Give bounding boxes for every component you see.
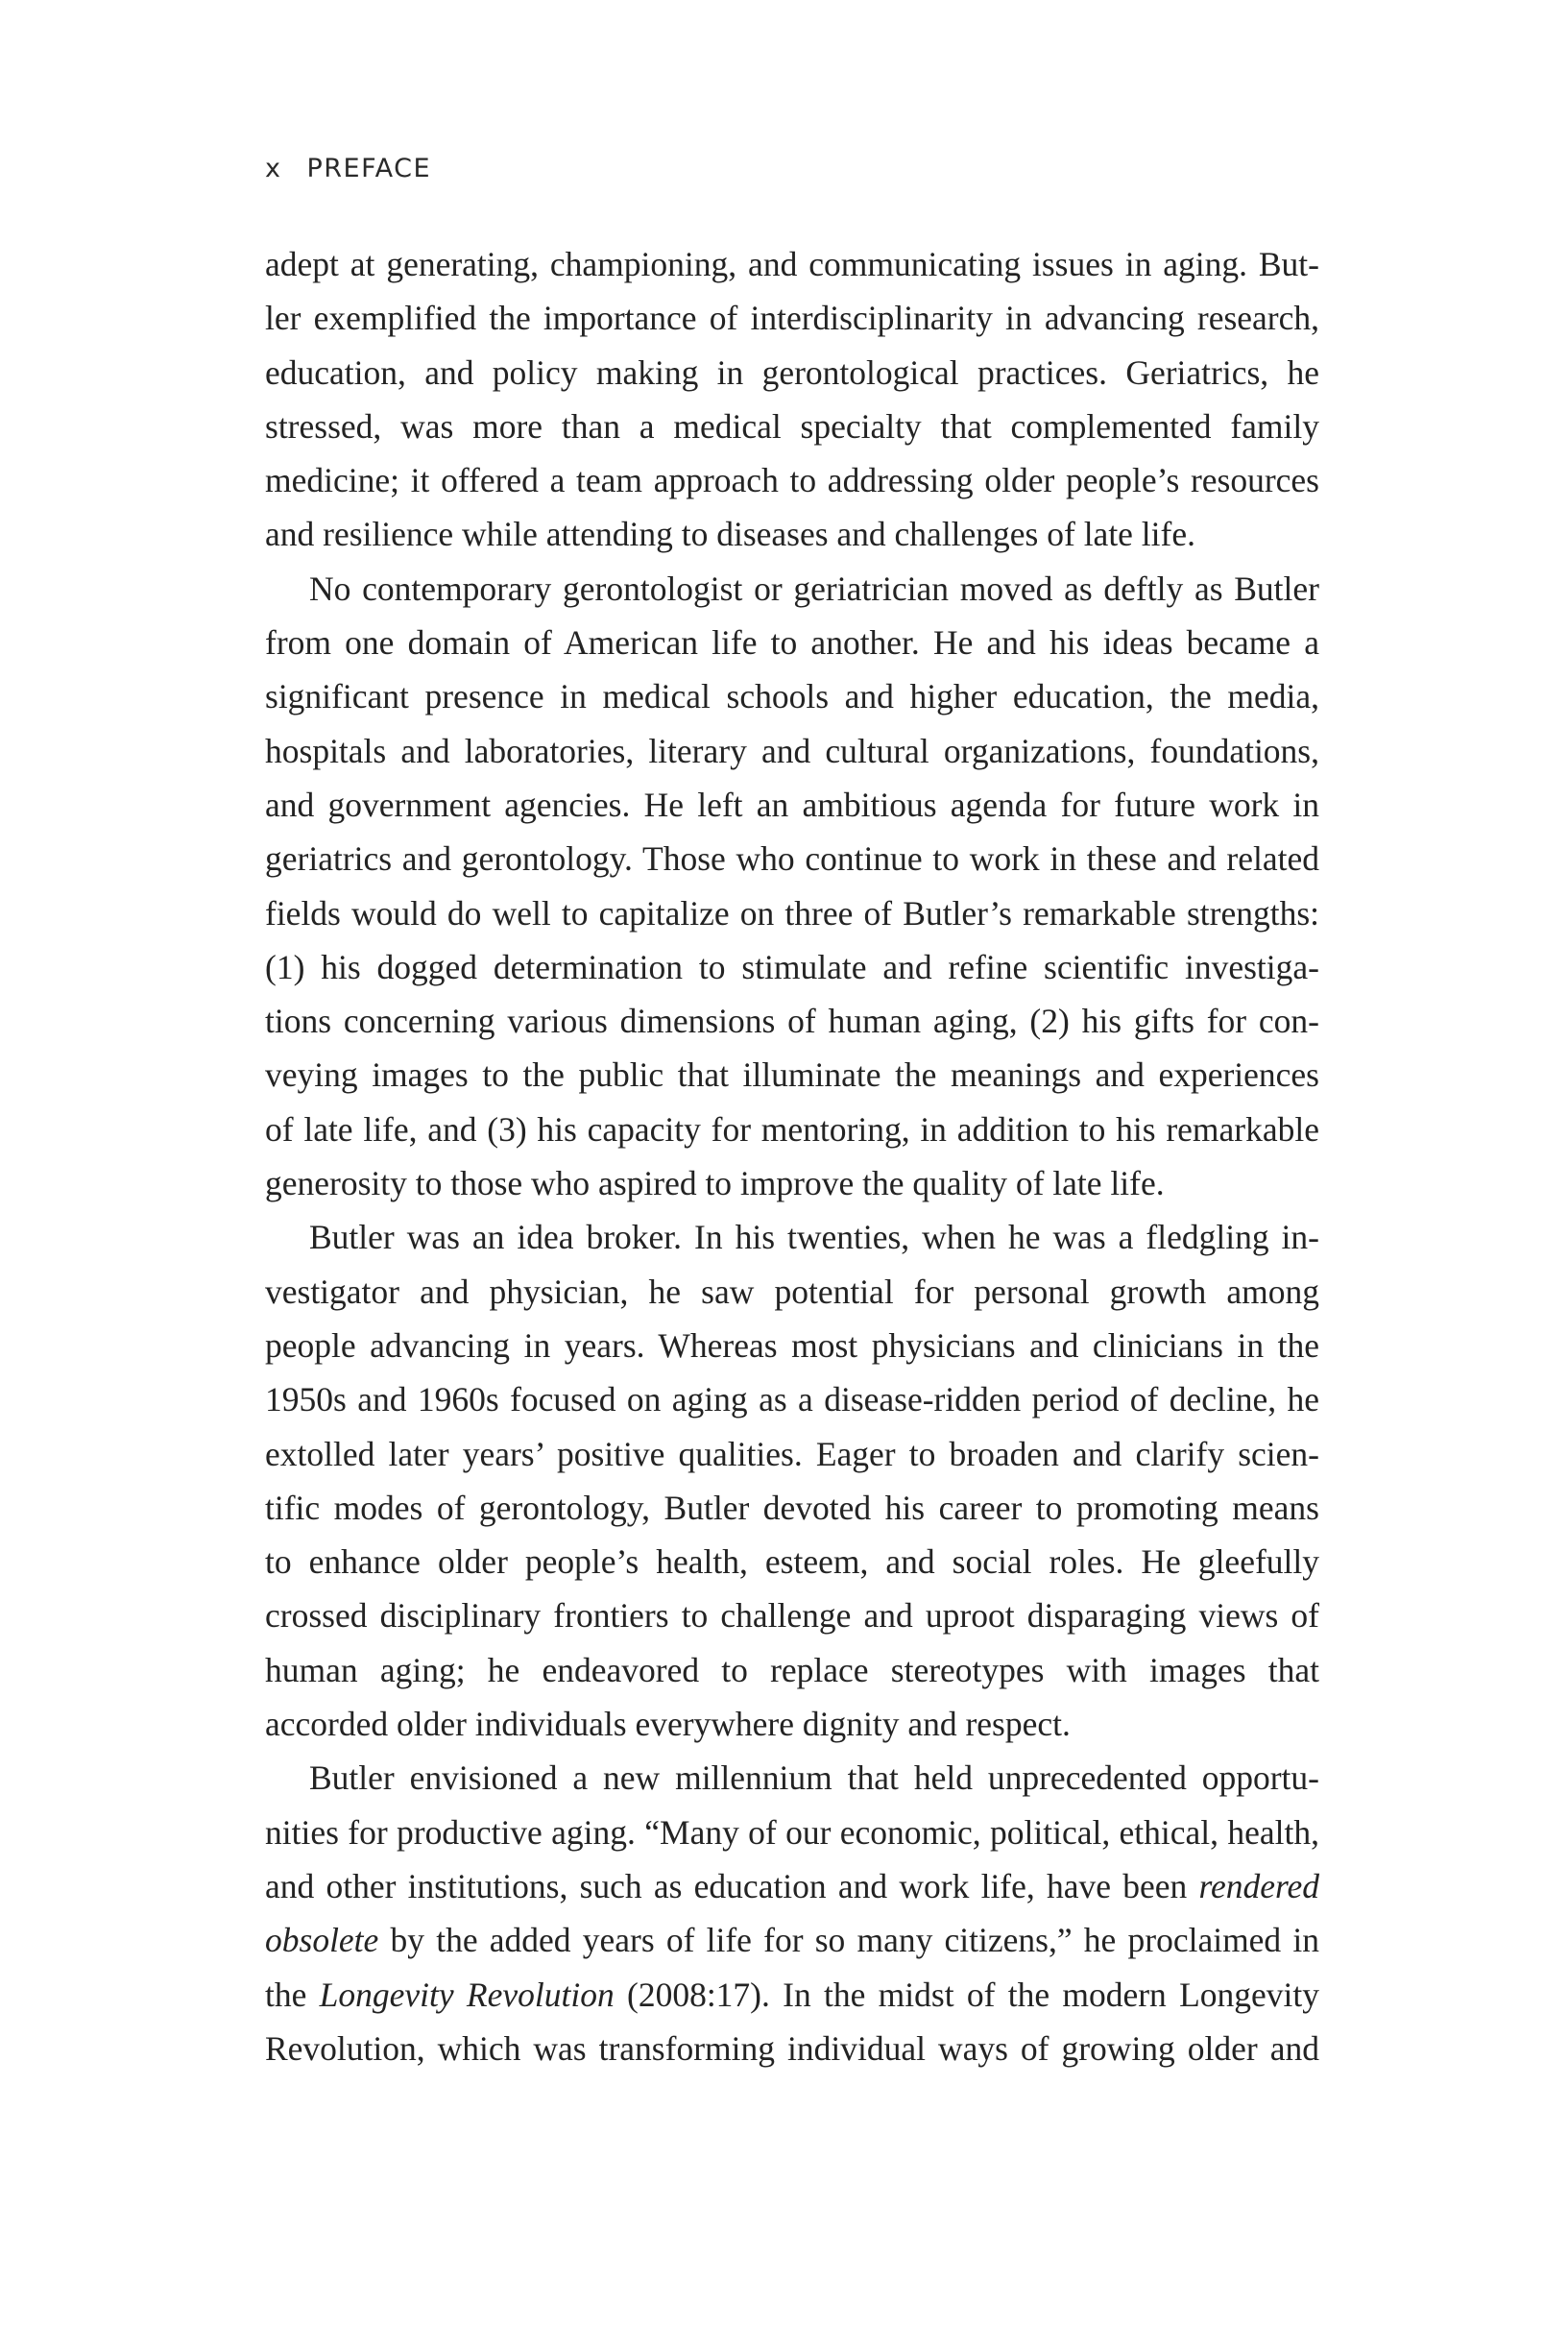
text-run: Butler was an idea broker. In his twenties, when he was a fledgling in- [309, 1218, 1319, 1257]
text-run: vestigator and physician, he saw potential for personal growth among [265, 1272, 1319, 1311]
text-line [265, 346, 1319, 400]
text-run: extolled later years’ positive qualities. Eager to broaden and clarify scien- [265, 1434, 1319, 1473]
text-run: medicine; it offered a team approach to addressing older people’s resources [265, 461, 1319, 500]
text-line [265, 778, 1319, 832]
text-run: Butler envisioned a new millennium that held unprecedented opportu- [309, 1758, 1319, 1798]
text-run: veying images to the public that illuminate the meanings and experiences [265, 1055, 1319, 1095]
text-run: (1) his dogged determination to stimulate and refine scientific investiga- [265, 947, 1319, 986]
text-run: No contemporary gerontologist or geriatrician moved as deftly as Butler [309, 569, 1319, 608]
text-line [265, 994, 1319, 1048]
text-line [265, 1319, 1319, 1372]
page-number: x [265, 154, 282, 183]
text-line [265, 1372, 1319, 1426]
text-line [265, 1859, 1319, 1913]
text-run: generosity to those who aspired to improve the quality of late life. [265, 1164, 1165, 1203]
text-line [265, 1048, 1319, 1102]
text-line [265, 1643, 1319, 1697]
text-run: to enhance older people’s health, esteem, and social roles. He gleefully [265, 1542, 1319, 1582]
text-line [265, 453, 1319, 507]
text-line [265, 1913, 1319, 1967]
paragraph [265, 562, 1319, 1211]
paragraph [265, 1210, 1319, 1751]
text-line [265, 1265, 1319, 1319]
text-line [265, 1535, 1319, 1588]
text-run: tific modes of gerontology, Butler devoted his career to promoting means [265, 1488, 1319, 1527]
text-run: from one domain of American life to another. He and his ideas became a [265, 623, 1319, 663]
text-line [265, 1751, 1319, 1805]
text-run: and resilience while attending to diseases and challenges of late life. [265, 515, 1195, 554]
text-run: people advancing in years. Whereas most physicians and clinicians in the [265, 1325, 1319, 1365]
italic-text: obsolete [265, 1921, 379, 1960]
text-run: of late life, and (3) his capacity for mentoring, in addition to his remarkable [265, 1109, 1319, 1149]
body-text [265, 237, 1319, 2075]
running-head [265, 154, 431, 183]
text-line [265, 1697, 1319, 1751]
text-run: education, and policy making in gerontological practices. Geriatrics, he [265, 352, 1319, 392]
text-run: the [265, 1975, 320, 2014]
text-run: and other institutions, such as education and work life, have been [265, 1866, 1199, 1905]
text-run: accorded older individuals everywhere dignity and respect. [265, 1705, 1071, 1744]
text-line [265, 1156, 1319, 1210]
text-line [265, 1588, 1319, 1642]
text-line [265, 1968, 1319, 2022]
italic-text: rendered [1198, 1866, 1319, 1905]
text-run: crossed disciplinary frontiers to challenge and uproot disparaging views of [265, 1596, 1319, 1636]
text-run: geriatrics and gerontology. Those who continue to work in these and related [265, 839, 1319, 879]
text-run: significant presence in medical schools and higher education, the media, [265, 677, 1319, 716]
text-run: nities for productive aging. “Many of our economic, political, ethical, health, [265, 1812, 1319, 1852]
text-line [265, 940, 1319, 994]
text-run: adept at generating, championing, and communicating issues in aging. But- [265, 245, 1319, 283]
text-run: by the added years of life for so many citizens,” he proclaimed in [378, 1921, 1319, 1960]
text-line [265, 669, 1319, 723]
text-run: stressed, was more than a medical specialty that complemented family [265, 406, 1319, 446]
text-line [265, 724, 1319, 778]
text-run: Revolution, which was transforming individual ways of growing older and [265, 2028, 1319, 2068]
paragraph [265, 237, 1319, 562]
text-line [265, 562, 1319, 616]
text-line [265, 507, 1319, 561]
section-title: PREFACE [306, 154, 432, 183]
text-line [265, 1427, 1319, 1481]
text-line [265, 832, 1319, 885]
text-line [265, 616, 1319, 669]
text-run: (2008:17). In the midst of the modern Longevity [614, 1975, 1319, 2014]
text-line [265, 237, 1319, 291]
text-line [265, 291, 1319, 345]
text-line [265, 886, 1319, 940]
text-line [265, 400, 1319, 453]
text-run: 1950s and 1960s focused on aging as a disease-ridden period of decline, he [265, 1380, 1319, 1419]
text-run: hospitals and laboratories, literary and cultural organizations, foundations, [265, 731, 1319, 770]
text-run: tions concerning various dimensions of human aging, (2) his gifts for con- [265, 1002, 1319, 1041]
text-run: human aging; he endeavored to replace stereotypes with images that [265, 1650, 1319, 1689]
text-run: ler exemplified the importance of interdisciplinarity in advancing research, [265, 299, 1319, 338]
text-line [265, 2022, 1319, 2075]
text-line [265, 1210, 1319, 1264]
text-run: fields would do well to capitalize on three of Butler’s remarkable strengths: [265, 893, 1319, 933]
text-line [265, 1103, 1319, 1156]
italic-text: Longevity Revolution [319, 1975, 615, 2014]
text-run: and government agencies. He left an ambitious agenda for future work in [265, 785, 1319, 824]
text-line [265, 1806, 1319, 1859]
text-line [265, 1481, 1319, 1535]
paragraph [265, 1751, 1319, 2075]
